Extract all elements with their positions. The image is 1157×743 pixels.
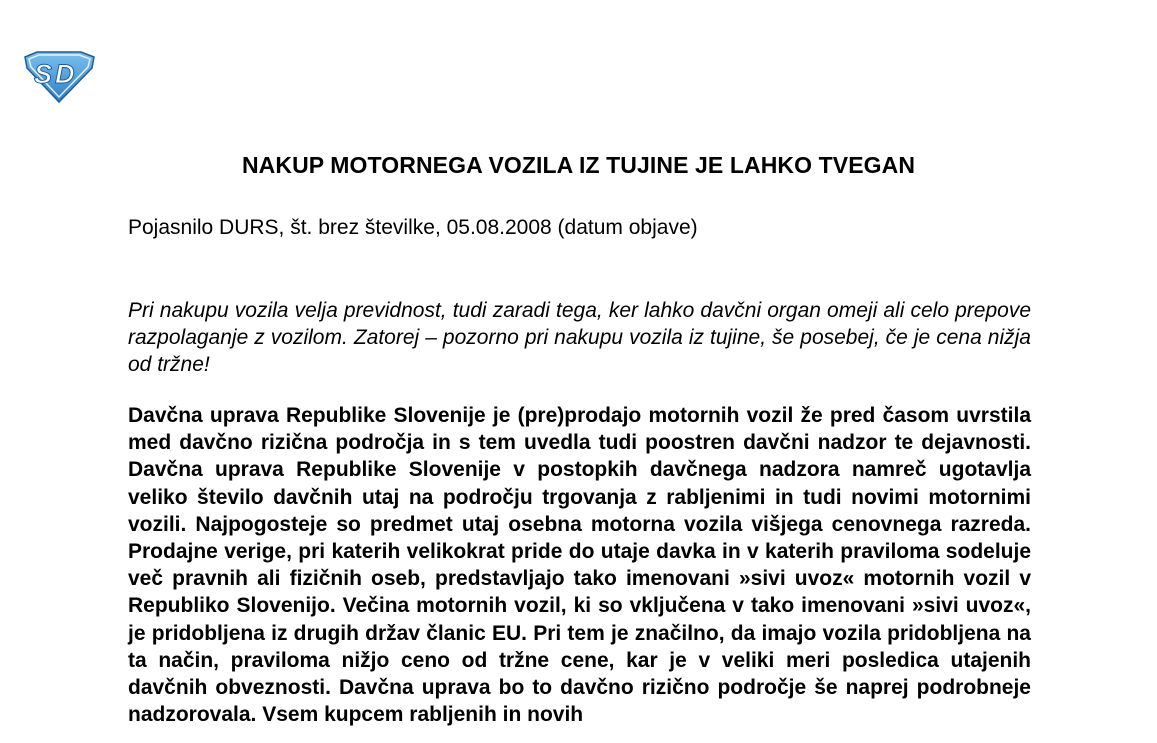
body-paragraph: Davčna uprava Republike Slovenije je (pre)prodajo motornih vozil že pred časom uvrstila med davčno rizična področja in s tem uvedla tudi poostren davčni nadzor te dejavnosti. Davčna uprava Republike Slovenije v postopkih davčnega nadzora namreč ugotavlja veliko število davčnih utaj na področju trgovanja z rabljenimi in tudi novimi motornimi vozili. Najpogosteje so predmet utaj osebna motorna vozila višjega cenovnega razreda. Prodajne verige, pri katerih velikokrat pride do utaje davka in v katerih praviloma sodeluje več pravnih ali fizičnih oseb, predstavljajo tako imenovani »sivi uvoz« motornih vozil v Republiko Slovenijo. Večina motornih vozil, ki so vključena v tako imenovani »sivi uvoz«, je pridobljena iz drugih držav članic EU. Pri tem je značilno, da imajo vozila pridobljena na ta način, praviloma nižjo ceno od tržne cene, kar je v veliki meri posledica utajenih davčnih obveznosti. Davčna uprava bo to davčno rizično področje še naprej podrobneje nadzorovala. Vsem kupcem rabljenih in novih xyxy=(128,404,1031,727)
sd-shield-logo-icon xyxy=(22,50,96,104)
document-subtitle: Pojasnilo DURS, št. brez številke, 05.08.2008 (datum objave) xyxy=(128,216,698,239)
lead-paragraph: Pri nakupu vozila velja previdnost, tudi zaradi tega, ker lahko davčni organ omeji ali celo prepove razpolaganje z vozilom. Zatorej – pozorno pri nakupu vozila iz tujine, še posebej, če je cena nižja od tržne! xyxy=(128,299,1031,376)
svg-text:S: S xyxy=(34,59,53,89)
document-title: NAKUP MOTORNEGA VOZILA IZ TUJINE JE LAHKO TVEGAN xyxy=(241,152,916,178)
svg-text:D: D xyxy=(55,59,75,89)
